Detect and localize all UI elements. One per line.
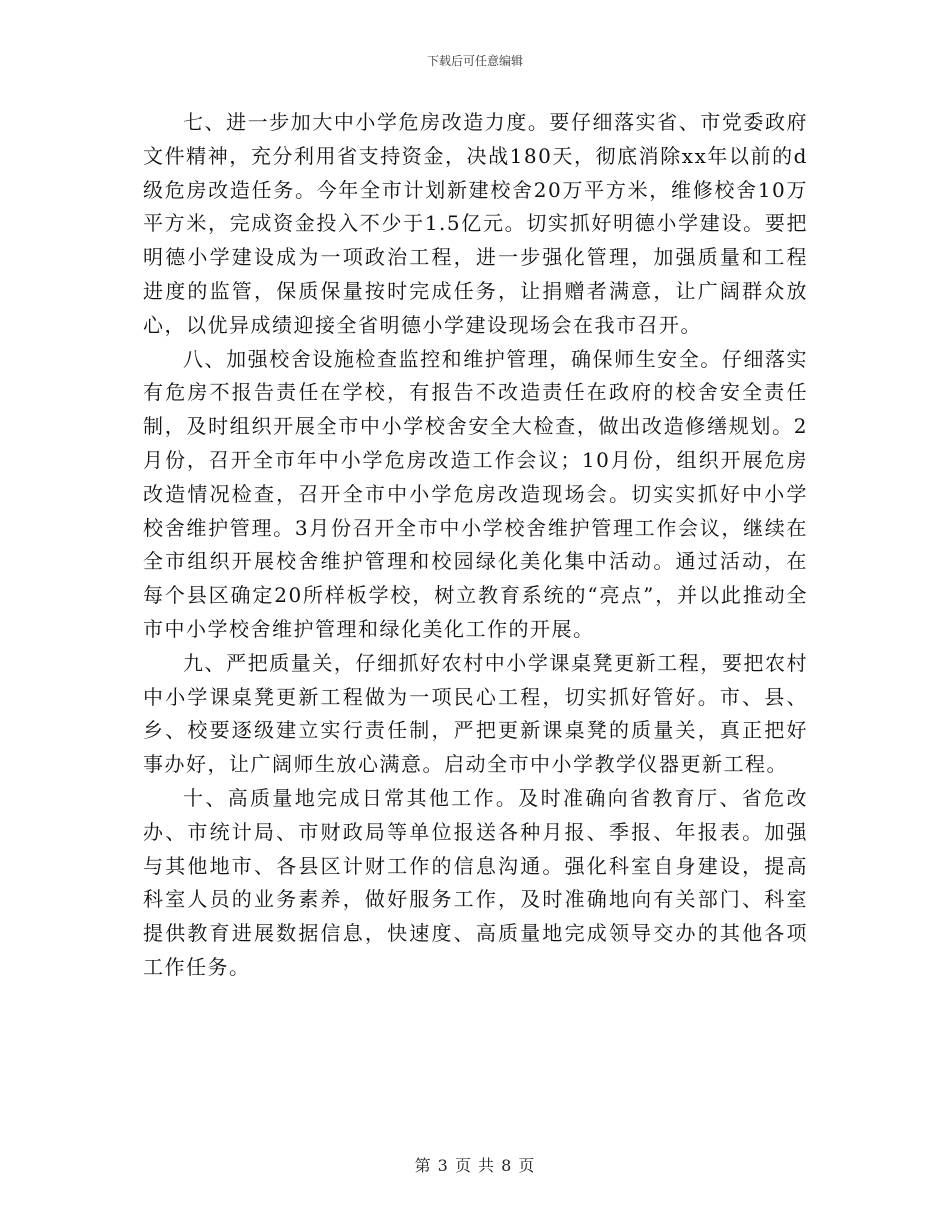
document-body	[143, 106, 808, 985]
paragraph-7: 七、进一步加大中小学危房改造力度。要仔细落实省、市党委政府文件精神，充分利用省支持资金，决战180天，彻底消除xx年以前的d级危房改造任务。今年全市计划新建校舍20万平方米，维修校舍10万平方米，完成资金投入不少于1.5亿元。切实抓好明德小学建设。要把明德小学建设成为一项政治工程，进一步强化管理，加强质量和工程进度的监管，保质保量按时完成任务，让捐赠者满意，让广阔群众放心，以优异成绩迎接全省明德小学建设现场会在我市召开。	[143, 110, 808, 337]
paragraph-10: 十、高质量地完成日常其他工作。及时准确向省教育厅、省危改办、市统计局、市财政局等单位报送各种月报、季报、年报表。加强与其他地市、各县区计财工作的信息沟通。强化科室自身建设，提高科室人员的业务素养，做好服务工作，及时准确地向有关部门、科室提供教育进展数据信息，快速度、高质量地完成领导交办的其他各项工作任务。	[143, 785, 808, 979]
page-number: 第 3 页 共 8 页	[414, 1156, 536, 1175]
paragraph-9: 九、严把质量关，仔细抓好农村中小学课桌凳更新工程，要把农村中小学课桌凳更新工程做为一项民心工程，切实抓好管好。市、县、乡、校要逐级建立实行责任制，严把更新课桌凳的质量关，真正把好事办好，让广阔师生放心满意。启动全市中小学教学仪器更新工程。	[143, 650, 808, 777]
page-header-note: 下载后可任意编辑	[426, 54, 523, 68]
paragraph-8: 八、加强校舍设施检查监控和维护管理，确保师生安全。仔细落实有危房不报告责任在学校，有报告不改造责任在政府的校舍安全责任制，及时组织开展全市中小学校舍安全大检查，做出改造修缮规划。2月份，召开全市年中小学危房改造工作会议；10月份，组织开展危房改造情况检查，召开全市中小学危房改造现场会。切实实抓好中小学校舍维护管理。3月份召开全市中小学校舍维护管理工作会议，继续在全市组织开展校舍维护管理和校园绿化美化集中活动。通过活动，在每个县区确定20所样板学校，树立教育系统的“亮点”，并以此推动全市中小学校舍维护管理和绿化美化工作的开展。	[143, 346, 808, 641]
